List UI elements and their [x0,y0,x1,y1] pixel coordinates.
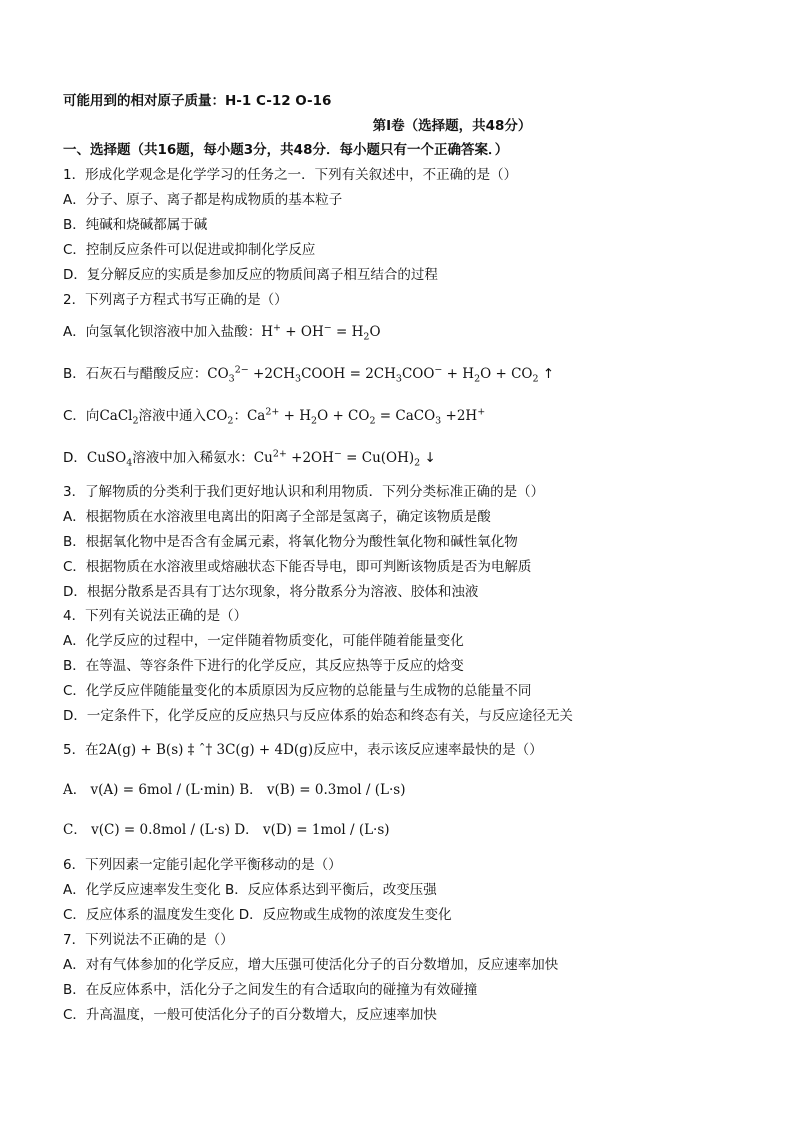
q5-stem-prefix: 5．在 [63,742,99,758]
section-title: 一、选择题（共16题，每小题3分，共48分．每小题只有一个正确答案．） [63,142,509,158]
q1-option-c: C．控制反应条件可以促进或抑制化学反应 [63,242,316,258]
q2-option-c-text2: 溶液中通入 [138,408,207,424]
q2-option-c-equation: $Ca^{2+} + H_2O + CO_2$ = CaCO$_3$ +2H+ [246,406,486,427]
q5-stem [63,741,543,759]
q6-options-ab: A．化学反应速率发生变化 B．反应体系达到平衡后，改变压强 [63,882,437,898]
q4-option-a: A．化学反应的过程中，一定伴随着物质变化，可能伴随着能量变化 [63,633,464,649]
atomic-masses-line: 可能用到的相对原子质量：H-1 C-12 O-16 [63,93,332,109]
q6-stem: 6．下列因素一定能引起化学平衡移动的是（） [63,857,342,873]
q2-option-d-equation: $Cu^{2+} +2OH^- = Cu(OH)_2$ ↓ [253,448,436,469]
q2-stem: 2．下列离子方程式书写正确的是（） [63,292,288,308]
q3-option-d: D．根据分散系是否具有丁达尔现象，将分散系分为溶液、胶体和浊液 [63,584,479,600]
q2-option-c-text1: C．向 [63,408,100,424]
q3-option-b: B．根据氧化物中是否含有金属元素，将氧化物分为酸性氧化物和碱性氧化物 [63,534,518,550]
q2-option-d-text1: D． [63,450,87,466]
q3-option-c: C．根据物质在水溶液里或熔融状态下能否导电，即可判断该物质是否为电解质 [63,559,532,575]
q3-option-a: A．根据物质在水溶液里电离出的阳离子全部是氢离子，确定该物质是酸 [63,509,491,525]
q3-stem: 3．了解物质的分类利于我们更好地认识和利用物质．下列分类标准正确的是（） [63,484,545,500]
q7-stem: 7．下列说法不正确的是（） [63,932,234,948]
q6-options-cd: C．反应体系的温度发生变化 D．反应物或生成物的浓度发生变化 [63,907,452,923]
q2-option-c-text3: ： [233,408,247,424]
q4-option-d: D．一定条件下，化学反应的反应热只与反应体系的始态和终态有关，与反应途径无关 [63,708,573,724]
q1-option-d: D．复分解反应的实质是参加反应的物质间离子相互结合的过程 [63,267,438,283]
part-title: 第Ⅰ卷（选择题，共48分） [372,118,532,134]
q2-option-b-equation: $CO_3^{2-}$ $+2CH_3COOH = 2CH_3COO^- + H_2O + CO_2$ ↑ [207,364,555,385]
q2-option-d-text2: 溶液中加入稀氨水： [132,450,254,466]
q2-option-b [63,365,554,383]
q1-option-a: A．分子、原子、离子都是构成物质的基本粒子 [63,192,343,208]
q2-option-a-equation: $H^+ + OH^- = H_2O$ [261,322,381,343]
q2-option-c [63,407,485,425]
q5-equation: 2A(g) + B(s) ‡ ˆ† 3C(g) + 4D(g) [98,742,314,758]
q7-option-c: C．升高温度，一般可使活化分子的百分数增大，反应速率加快 [63,1007,437,1023]
q2-option-a-text: A．向氢氧化钡溶液中加入盐酸： [63,324,262,340]
q2-option-a [63,323,381,341]
q2-option-d-cuso4: CuSO$_4$ [86,450,133,469]
q2-option-c-cacl2: CaCl$_2$ [99,408,139,427]
q4-option-b: B．在等温、等容条件下进行的化学反应，其反应热等于反应的焓变 [63,658,464,674]
q2-option-d [63,449,436,467]
q1-option-b: B．纯碱和烧碱都属于碱 [63,217,208,233]
q1-stem: 1．形成化学观念是化学学习的任务之一．下列有关叙述中，不正确的是（） [63,167,518,183]
q7-option-a: A．对有气体参加的化学反应，增大压强可使活化分子的百分数增加，反应速率加快 [63,957,559,973]
q5-options-ab: A． v(A) = 6mol / (L·min) B． v(B) = 0.3mol / (L·s) [63,782,406,798]
q5-options-cd: C． v(C) = 0.8mol / (L·s) D． v(D) = 1mol / (L·s) [63,822,390,838]
q4-option-c: C．化学反应伴随能量变化的本质原因为反应物的总能量与生成物的总能量不同 [63,683,532,699]
q5-stem-suffix: 反应中，表示该反应速率最快的是（） [313,742,543,758]
q7-option-b: B．在反应体系中，活化分子之间发生的有合适取向的碰撞为有效碰撞 [63,982,478,998]
q2-option-b-text: B．石灰石与醋酸反应： [63,366,208,382]
q2-option-c-co2: $CO_2$ [206,408,234,427]
q4-stem: 4．下列有关说法正确的是（） [63,608,248,624]
